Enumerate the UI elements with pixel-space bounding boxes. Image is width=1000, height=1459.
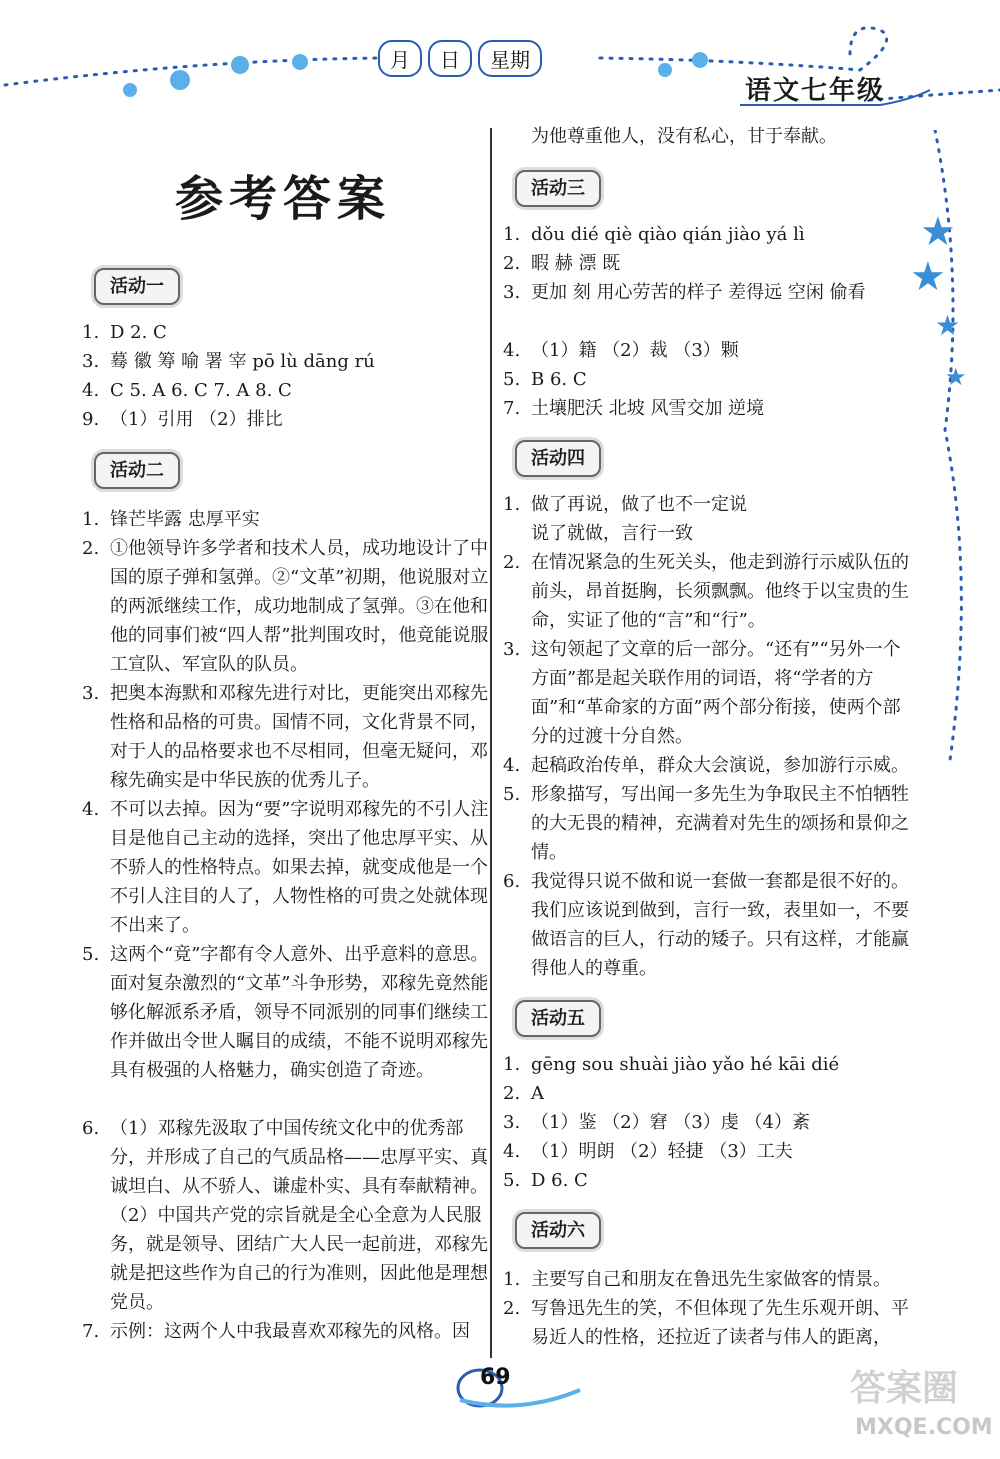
section-heading: 活动三	[515, 170, 601, 207]
svg-text:★: ★	[945, 363, 967, 391]
list-item: 2. 写鲁迅先生的笑，不但体现了先生乐观开朗、平易近人的性格，还拉近了读者与伟人的距离，	[503, 1298, 909, 1348]
list-item: 2. ①他领导许多学者和技术人员，成功地设计了中国的原子弹和氢弹。②“文革”初期，他说服对立的两派继续工作，成功地制成了氢弹。③在他和他的同事们被“四人帮”批判围攻时，他竟能说服工宣队、军宣队的队员。	[82, 538, 489, 675]
list-item: （2）中国共产党的宗旨就是全心全意为人民服务，就是领导、团结广大人民一起前进，邓稼先就是把这些作为自己的行为准则，因此他是理想党员。	[110, 1205, 488, 1313]
list-item: 6. （1）邓稼先汲取了中国传统文化中的优秀部分，并形成了自己的气质品格——忠厚平实、真诚坦白、从不骄人、谦虚朴实、具有奉献精神。	[82, 1118, 488, 1197]
list-item: 3. （1）鉴 （2）窘 （3）虔 （4）紊	[503, 1112, 810, 1133]
list-item: 5. 这两个“竟”字都有令人意外、出乎意料的意思。面对复杂激烈的“文革”斗争形势，邓稼先竟然能够化解派系矛盾，领导不同派别的同事们继续工作并做出令世人瞩目的成绩，不能不说明邓稼先具有极强的人格魅力，确实创造了奇迹。	[82, 944, 489, 1081]
page-number-swoosh	[450, 1360, 590, 1420]
watermark-url: MXQE.COM	[855, 1415, 993, 1440]
list-item: 6. 我觉得只说不做和说一套做一套都是很不好的。我们应该说到做到，言行一致，表里如一，不要做语言的巨人，行动的矮子。只有这样，才能赢得他人的尊重。	[503, 871, 909, 979]
section-heading: 活动五	[515, 1000, 601, 1037]
list-item: 1. gēng sou shuài jiào yǎo hé kāi dié	[503, 1054, 840, 1075]
list-item: 1. 做了再说，做了也不一定说	[503, 494, 747, 515]
list-item: 1. D 2. C	[82, 322, 167, 343]
watermark-logo: 答案圈	[850, 1368, 959, 1409]
section-heading: 活动六	[515, 1212, 601, 1249]
list-item: 4. 起稿政治传单，群众大会演说，参加游行示威。	[503, 755, 909, 776]
list-item: 3. 更加 刻 用心劳苦的样子 差得远 空闲 偷看	[503, 282, 866, 303]
day-field[interactable]: 日	[428, 40, 472, 77]
date-fields	[378, 40, 542, 77]
svg-text:★: ★	[920, 209, 956, 255]
list-item: 3. 把奥本海默和邓稼先进行对比，更能突出邓稼先性格和品格的可贵。国情不同，文化背景不同，对于人的品格要求也不尽相同，但毫无疑问，邓稼先确实是中华民族的优秀儿子。	[82, 683, 488, 791]
svg-text:★: ★	[910, 254, 946, 300]
page-number: 69	[480, 1365, 511, 1390]
list-item: 3. 蓦 徽 筹 喻 署 宰 pō lù dāng rú	[82, 351, 375, 372]
month-field[interactable]: 月	[378, 40, 422, 77]
list-item: 说了就做，言行一致	[531, 523, 693, 544]
list-item: 7. 示例：这两个人中我最喜欢邓稼先的风格。因	[82, 1321, 470, 1342]
list-item: 4. （1）籍 （2）裁 （3）颗	[503, 340, 739, 361]
side-star-decoration	[905, 130, 985, 810]
list-item: 2. A	[503, 1083, 544, 1104]
list-item: 5. D 6. C	[503, 1170, 588, 1191]
list-item: 5. B 6. C	[503, 369, 587, 390]
section-heading: 活动二	[94, 452, 180, 489]
list-item: 1. dǒu dié qiè qiào qián jiào yá lì	[503, 224, 805, 245]
section-heading: 活动四	[515, 440, 601, 477]
list-item: 3. 这句领起了文章的后一部分。“还有”“另外一个方面”都是起关联作用的词语，将“学者的方面”和“革命家的方面”两个部分衔接，使两个部分的过渡十分自然。	[503, 639, 901, 747]
weekday-field[interactable]: 星期	[478, 40, 542, 77]
list-item: 2. 在情况紧急的生死关头，他走到游行示威队伍的前头，昂首挺胸，长须飘飘。他终于以宝贵的生命，实证了他的“言”和“行”。	[503, 552, 909, 631]
page-title: 参考答案	[175, 171, 392, 227]
list-item: 2. 暇 赫 漂 既	[503, 253, 621, 274]
svg-text:★: ★	[935, 309, 961, 342]
continued-text: 为他尊重他人，没有私心，甘于奉献。	[531, 126, 837, 147]
list-item: 4. 不可以去掉。因为“要”字说明邓稼先的不引人注目是他自己主动的选择，突出了他忠厚平实、从不骄人的性格特点。如果去掉，就变成他是一个不引人注目的人了，人物性格的可贵之处就体现不出来了。	[82, 799, 489, 936]
section-heading: 活动一	[94, 268, 180, 305]
list-item: 1. 主要写自己和朋友在鲁迅先生家做客的情景。	[503, 1269, 891, 1290]
list-item: 1. 锋芒毕露 忠厚平实	[82, 509, 260, 530]
grade-label: 语文七年级	[745, 76, 886, 106]
list-item: 9. （1）引用 （2）排比	[82, 409, 283, 430]
list-item: 4. C 5. A 6. C 7. A 8. C	[82, 380, 292, 401]
list-item: 7. 土壤肥沃 北坡 风雪交加 逆境	[503, 398, 765, 419]
list-item: 4. （1）明朗 （2）轻捷 （3）工夫	[503, 1141, 793, 1162]
page-header	[0, 0, 1000, 140]
list-item: 5. 形象描写，写出闻一多先生为争取民主不怕牺牲的大无畏的精神，充满着对先生的颂扬和景仰之情。	[503, 784, 909, 863]
